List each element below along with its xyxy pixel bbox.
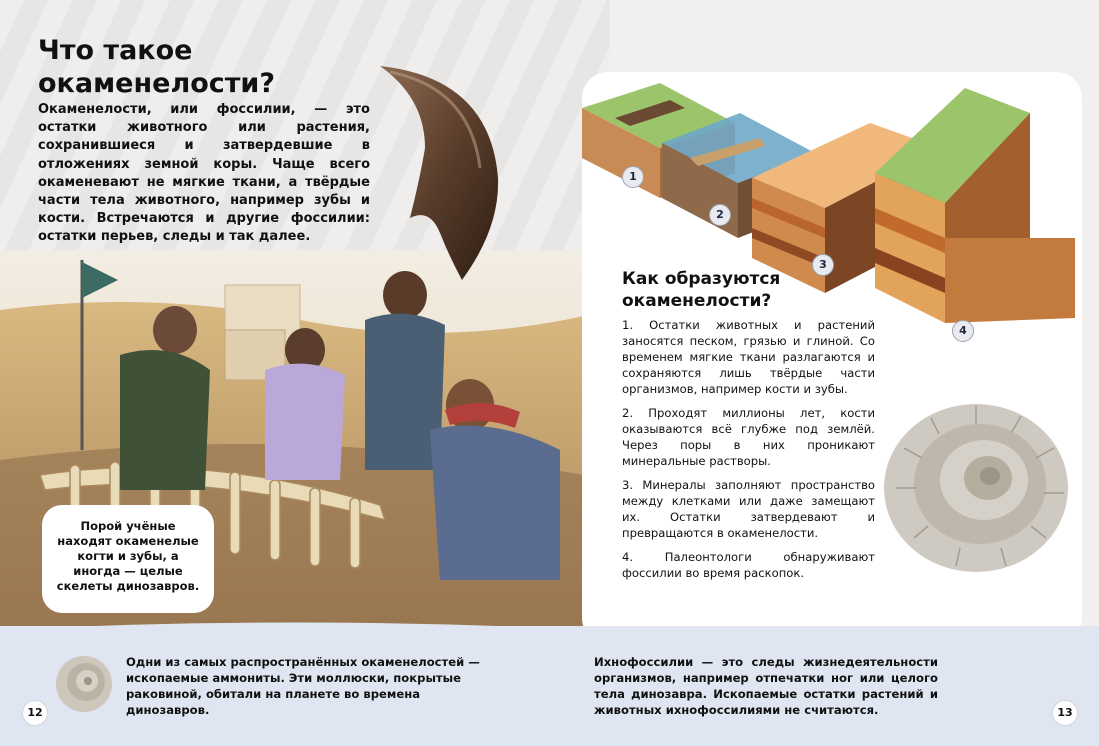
page-number-left: 12 (22, 700, 48, 726)
ammonite-icon (54, 654, 114, 714)
ammonite-note: Одни из самых распространённых окаменелостей — ископаемые аммониты. Эти моллюски, покрытые раковиной, обитали на планете во времена динозавров. (126, 655, 480, 717)
callout-bubble: Порой учёные находят окаменелые когти и зубы, а иногда — целые скелеты динозавров. (42, 505, 214, 613)
diagram-step-2: 2 (709, 204, 731, 226)
step-paragraph: 4. Палеонтологи обнаруживают фоссилии во время раскопок. (622, 550, 875, 581)
diagram-step-3: 3 (812, 254, 834, 276)
ammonite-icon (876, 398, 1072, 578)
page-title: Что такое окаменелости? (38, 35, 276, 99)
claw-fossil-icon (370, 58, 510, 288)
diagram-step-1: 1 (622, 166, 644, 188)
step-paragraph: 1. Остатки животных и растений заносятся песком, грязью и глиной. Со временем мягкие ткани разлагаются и сохраняются лишь твёрдые части организмов, например кости и зубы. (622, 318, 875, 396)
page-number-right: 13 (1052, 700, 1078, 726)
ichnofossil-note: Ихнофоссилии — это следы жизнедеятельности организмов, например отпечатки ног или целого тела динозавра. Ископаемые остатки растений и животных ихнофоссилиями не считаются. (594, 655, 938, 717)
intro-paragraph: Окаменелости, или фоссилии, — это остатки животного или растения, сохранившиеся и затвердевшие в отложениях земной коры. Чаще всего окаменевают не мягкие ткани, а твёрдые части тела животного, например зубы и кости. Встречаются и другие фоссилии: остатки перьев, следы и так далее. (38, 102, 370, 245)
diagram-step-4: 4 (952, 320, 974, 342)
step-paragraph: 3. Минералы заполняют пространство между клетками или даже замещают их. Остатки затвердевают и превращаются в окаменелости. (622, 478, 875, 540)
step-paragraph: 2. Проходят миллионы лет, кости оказываются всё глубже под землёй. Через поры в них проникают минеральные растворы. (622, 406, 875, 468)
steps-list (622, 318, 875, 591)
section-title: Как образуются окаменелости? (622, 269, 781, 311)
